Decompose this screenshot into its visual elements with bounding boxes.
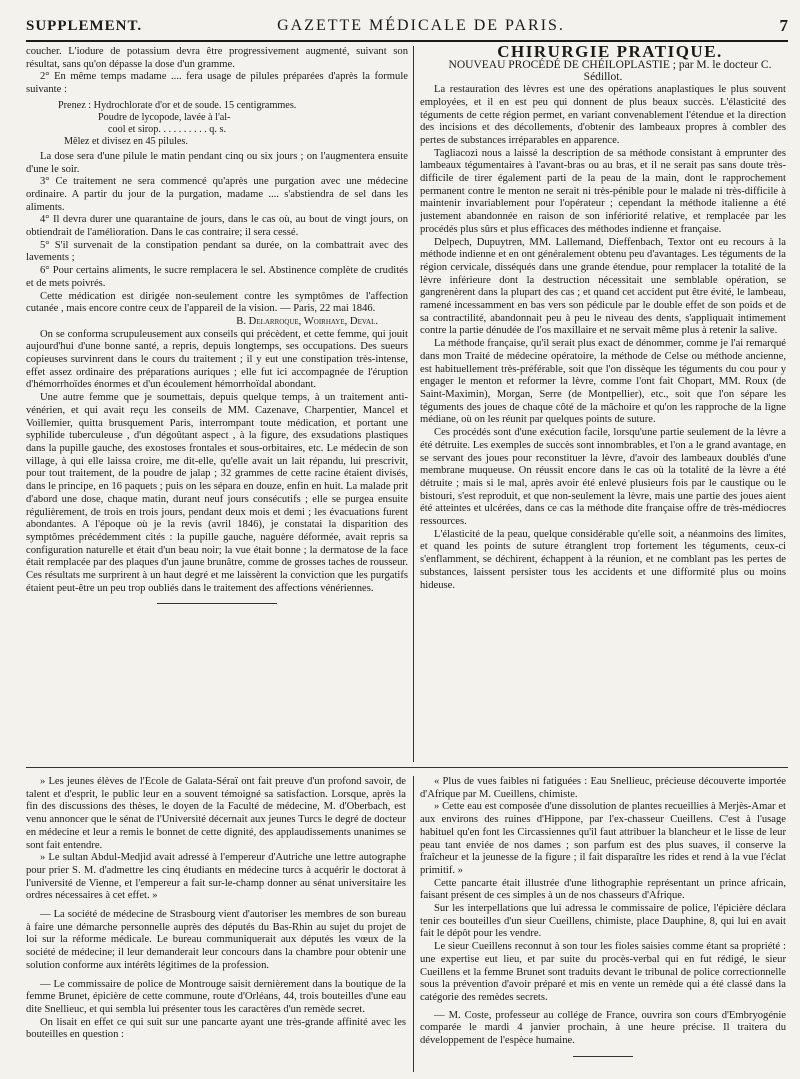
article-subtitle: NOUVEAU PROCÉDÉ DE CHÉILOPLASTIE ; par M. le docteur C. Sédillot. xyxy=(448,58,772,84)
column-right-bottom xyxy=(420,776,786,1072)
formula-line: Poudre de lycopode, lavée à l'al- xyxy=(98,111,231,123)
paragraph: coucher. L'iodure de potassium devra être progressivement augmenté, suivant son résultat, sans qu'on dépasse la dose d'un gramme. xyxy=(26,46,408,70)
paragraph: » Cette eau est composée d'une dissolution de plantes recueillies à Merjès-Amar et aux environs des ruines d'Hippone, par l'ex-chasseur Cueillens. C'est à l'usage habituel qu'en font les Circassiennes qu'il faut attribuer la blancheur et le lisse de leur peau tant enviée de nos dames ; son parfum est des plus suaves, il conserve la fraîcheur et la jeunesse de la figure ; il fait disparaître les rides et rend à la vue l'éclat primitif. » xyxy=(420,801,786,876)
paragraph: » Le sultan Abdul-Medjid avait adressé à l'empereur d'Autriche une lettre autographe pour prier S. M. d'admettre les cinq étudiants en médecine turcs à acquérir le doctorat à l'université de Vienne, et l'empereur a fait sur-le-champ donner au sénat universitaire les ordres nécessaires à cet effet. » xyxy=(26,852,406,902)
paragraph: Le sieur Cueillens reconnut à son tour les fioles saisies comme étant sa propriété : une expertise eut lieu, et par suite du procès-verbal qui en fut rédigé, le sieur Cueillens et la femme Brunet sont traduits devant le tribunal de police correctionnelle sous la prévention d'avoir préparé et mis en vente un remède qui a été classé dans la catégorie des remèdes secrets. xyxy=(420,941,786,1003)
paragraph: Ces procédés sont d'une exécution facile, lorsqu'une partie seulement de la lèvre a été détruite. Les exemples de succès sont innombrables, et l'on a le grand avantage, en se servant des joues pour reconstituer la lèvre, d'avoir des lambeaux doublés d'une membrane muqueuse. On réussit encore dans le cas où la totalité de la lèvre a été détruite ; mais si le mal, après avoir été enlevé plusieurs fois par le caustique ou le bistouri, s'est reproduit, et que non-seulement la lèvre, mais une partie des joues aient été atteintes et ulcérées, dans ce cas la méthode dite française offre de très-médiocres ressources. xyxy=(420,427,786,528)
column-right-top xyxy=(420,46,786,762)
section-title: CHIRURGIE PRATIQUE. xyxy=(497,46,723,61)
paragraph: La méthode française, qu'il serait plus exact de dénommer, comme je l'ai remarqué dans mon Traité de médecine opératoire, la méthode de Celse ou méthode ancienne, est habituellement très-préférable, soit que l'on dissèque les téguments du cou pour y engager le menton et reformer la lèvre, comme l'ont fait Chopart, MM. Roux (de Saint-Maximin), Morgan, Serre (de Montpellier), etc., soit que l'on sépare les téguments des joues de chaque côté de la mâchoire et qu'on les rapproche de la ligne médiane, où on les réunit par quelques points de suture. xyxy=(420,338,786,426)
formula-line: Mêlez et divisez en 45 pilules. xyxy=(64,135,188,147)
paragraph: — La société de médecine de Strasbourg vient d'autoriser les membres de son bureau à faire une démarche personnelle auprès des députés du Bas-Rhin au sujet du projet de loi sur la réforme médicale. Le bureau communiquerait aux députés les vœux de la société de médecine; il leur demanderait leur concours dans la chambre pour obtenir une solution conforme aux intérêts légitimes de la profession. xyxy=(26,909,406,971)
article-end-rule xyxy=(573,1056,633,1057)
paragraph: Cette médication est dirigée non-seulement contre les symptômes de l'affection cutanée , mais encore contre ceux de l'appareil de la vision. — Paris, 22 mai 1846. xyxy=(26,290,408,315)
paragraph: La dose sera d'une pilule le matin pendant cinq ou six jours ; on l'augmentera ensuite d'une le soir. xyxy=(26,150,408,175)
paragraph: — Le commissaire de police de Montrouge saisit dernièrement dans la boutique de la femme Brunet, épicière de cette commune, route d'Orléans, 44, trois bouteilles d'une eau dite Snellieuc, et qui sembla lui présenter tous les caractères d'un remède secret. xyxy=(26,978,406,1015)
paragraph: Delpech, Dupuytren, MM. Lallemand, Dieffenbach, Textor ont eu recours à la méthode indienne et en ont généralement obtenu peu d'avantages. Les téguments de la région cervicale, disséqués dans une grande étendue, pour remplacer la totalité de la lèvre inférieure dont la destruction nécessitait une semblable opération, se gangrenèrent dans la plupart des cas ; et quand cet accident put être évité, le lambeau, ramené incessamment en bas vers son pédicule par le double effet de son poids et de sa contractilité, abandonnait peu à peu le niveau des dents, s'appliquait intimement contre la partie dénudée de l'os maxillaire et ne servait même plus à retenir la salive. xyxy=(420,236,786,337)
paragraph: 2° En même temps madame .... fera usage de pilules préparées d'après la formule suivante : xyxy=(26,71,408,96)
column-left-bottom xyxy=(26,776,406,1072)
article-end-rule xyxy=(157,603,277,604)
column-divider-top xyxy=(413,46,414,762)
column-divider-bottom xyxy=(413,776,414,1072)
header-rule xyxy=(26,40,788,42)
paragraph: « Plus de vues faibles ni fatiguées : Eau Snellieuc, précieuse découverte importée d'Afrique par M. Cueillens, chimiste. xyxy=(420,776,786,800)
paragraph: On lisait en effet ce qui suit sur une pancarte ayant une très-grande affinité avec les bouteilles en question : xyxy=(26,1016,406,1041)
paragraph: 5° S'il survenait de la constipation pendant sa durée, on la combattrait avec des lavements ; xyxy=(26,239,408,264)
prescription-formula xyxy=(58,100,408,148)
signature: B. Delarroque, Woirhaye, Deval. xyxy=(236,315,378,327)
section-divider xyxy=(26,767,788,768)
paragraph: 6° Pour certains aliments, le sucre remplacera le sel. Abstinence complète de crudités et de mets poivrés. xyxy=(26,265,408,289)
paragraph: Cette pancarte était illustrée d'une lithographie représentant un prince africain, faisant présent de ces simples à un de nos chasseurs d'Afrique. xyxy=(420,877,786,902)
paragraph: Tagliacozi nous a laissé la description de sa méthode consistant à emprunter des lambeaux tégumentaires à l'avant-bras ou au bras, et il ne serait pas sans doute très-difficile de tirer également parti de la peau de la main, dont le rapprochement permanent contre le menton ne serait ni très-pénible pour le malade ni très-difficile à maintenir invariablement pour l'opérateur ; cependant la méthode italienne a été justement abandonnée en raison de son infériorité relative, et remplacée par les procédés plus sûrs et plus efficaces des méthodes indienne et française. xyxy=(420,147,786,235)
formula-line: Prenez : Hydrochlorate d'or et de soude. 15 centigrammes. xyxy=(58,99,297,111)
header-journal-title: GAZETTE MÉDICALE DE PARIS. xyxy=(277,17,565,34)
header-page-number: 7 xyxy=(779,16,788,35)
page-header xyxy=(26,8,788,38)
paragraph: La restauration des lèvres est une des opérations anaplastiques le plus souvent employées, et il en est peu qui donnent de plus beaux succès. L'élasticité des téguments de cette région permet, en variant convenablement l'étendue et la direction des incisions et des décollements, d'obtenir des lambeaux propres à combler des pertes de substances irréparables en apparence. xyxy=(420,84,786,146)
paragraph: Une autre femme que je soumettais, depuis quelque temps, à un traitement anti-vénérien, et qui avait reçu les conseils de MM. Cazenave, Charpentier, Mancel et Voillemier, quitta brusquement Paris, interrompant toute médication, et portant une syphilide tuberculeuse , d'un dégoûtant aspect , à la figure, des exsudations plastiques dans la pupille gauche, des exostoses frontales et sous-orbitaires, etc. Le médecin de son village, à qui elle laissa croire, me dit-elle, qu'elle avait un lait répandu, lui prescrivit, pour tout traitement, de la poudre de jalap ; 32 grammes de cette racine étaient divisés, dans le principe, en 16 paquets ; puis on les sépara en douze, enfin en huit. La malade prit d'abord une dose, chaque matin, durant neuf jours consécutifs ; elle se purgea ensuite régulièrement, de trois en trois jours, pendant deux mois et demi ; les évacuations furent abondantes. A l'époque où je la revis (avril 1846), je constatai la disparition des symptômes précédemment cités : la pupille gauche, naguère déformée, avait repris sa configuration naturelle et était d'un beau noir; la vue était bonne ; la dermatose de la face était remplacée par des plaques d'un jaune brunâtre, comme de grosses taches de rousseur. Ces résultats me surprirent à un haut degré et me laissèrent la conviction que les purgatifs étaient peut-être un peu trop oubliés dans le traitement des affections vénériennes. xyxy=(26,392,408,594)
paragraph: On se conforma scrupuleusement aux conseils qui précèdent, et cette femme, qui jouit aujourd'hui d'une bonne santé, a repris, depuis longtemps, ses occupations. Des sueurs copieuses survinrent dans le cours du traitement ; il y eut une constipation très-intense, effet assez ordinaire des préparations auriques ; elle fut ici accompagnée de l'éruption d'hémorrhoïdes énormes et d'un écoulement hémorrhoïdal abondant. xyxy=(26,328,408,391)
formula-line: cool et sirop. . . . . . . . . . q. s. xyxy=(108,123,226,135)
header-supplement: SUPPLEMENT. xyxy=(26,18,143,34)
paragraph: Sur les interpellations que lui adressa le commissaire de police, l'épicière déclara tenir ces bouteilles d'un sieur Cueillens, chimiste, place Dauphine, 8, qui lui en avait fait le dépôt pour les vendre. xyxy=(420,903,786,940)
paragraph: 4° Il devra durer une quarantaine de jours, dans le cas où, au bout de vingt jours, on obtiendrait de l'amélioration. Dans le cas contraire; il sera cessé. xyxy=(26,214,408,239)
column-left-top xyxy=(26,46,408,762)
paragraph: » Les jeunes élèves de l'École de Galata-Séraï ont fait preuve d'un profond savoir, de talent et d'esprit, le public leur en a souvent témoigné sa satisfaction. Lorsque, après la fin des discussions des thèses, le doyen de la Faculté de médecine, M. d'Oberbach, est venu annoncer que le sénat de l'Université décernait aux jeunes Turcs le degré de docteur en médecine et leur a remis le bonnet de cette dignité, des applaudissements unanimes se sont fait entendre. xyxy=(26,776,406,851)
paragraph: — M. Coste, professeur au collége de France, ouvrira son cours d'Embryogénie comparée le mardi 4 janvier prochain, à une heure précise. Il traitera du développement de l'espèce humaine. xyxy=(420,1009,786,1047)
paragraph: L'élasticité de la peau, quelque considérable qu'elle soit, a néanmoins des limites, et quand les points de suture étranglent trop fortement les téguments, ceux-ci s'enflamment, se déchirent, échappent à la réunion, et ne comblant pas les pertes de substances, laissent persister tous les accidents et une difformité plus ou moins hideuse. xyxy=(420,528,786,591)
paragraph: 3° Ce traitement ne sera commencé qu'après une purgation avec une médecine ordinaire. A partir du jour de la purgation, madame .... s'abstiendra de sel dans les aliments. xyxy=(26,176,408,213)
